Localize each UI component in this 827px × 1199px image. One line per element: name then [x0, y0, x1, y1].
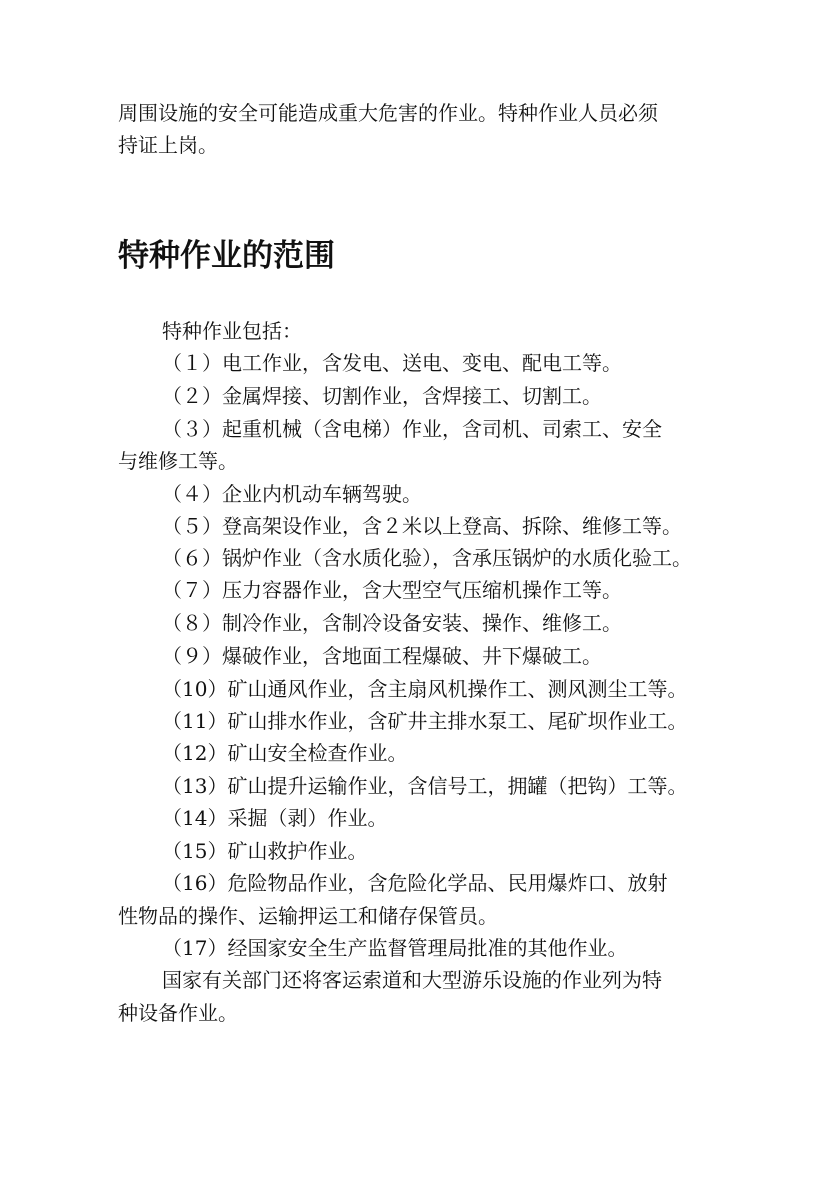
- list-item: （３）起重机械（含电梯）作业，含司机、司索工、安全: [162, 417, 662, 441]
- closing-line-2: 种设备作业。: [118, 1001, 238, 1025]
- list-item: （15）矿山救护作业。: [162, 839, 368, 863]
- list-item: （４）企业内机动车辆驾驶。: [162, 482, 422, 506]
- list-item: （12）矿山安全检查作业。: [162, 741, 408, 765]
- section-heading: 特种作业的范围: [118, 238, 335, 274]
- list-item: （５）登高架设作业，含２米以上登高、拆除、维修工等。: [162, 514, 682, 538]
- list-item: （11）矿山排水作业，含矿井主排水泵工、尾矿坝作业工。: [162, 709, 688, 733]
- list-item: （10）矿山通风作业，含主扇风机操作工、测风测尘工等。: [162, 677, 688, 701]
- list-item: （７）压力容器作业，含大型空气压缩机操作工等。: [162, 578, 622, 602]
- section-lead: 特种作业包括：: [162, 319, 302, 343]
- list-item-continuation: 性物品的操作、运输押运工和储存保管员。: [118, 904, 498, 928]
- list-item: （９）爆破作业，含地面工程爆破、井下爆破工。: [162, 644, 602, 668]
- list-item: （６）锅炉作业（含水质化验），含承压锅炉的水质化验工。: [162, 546, 692, 570]
- list-item: （１）电工作业，含发电、送电、变电、配电工等。: [162, 351, 622, 375]
- list-item: （17）经国家安全生产监督管理局批准的其他作业。: [162, 936, 628, 960]
- list-item: （14）采掘（剥）作业。: [162, 806, 388, 830]
- closing-line-1: 国家有关部门还将客运索道和大型游乐设施的作业列为特: [162, 968, 662, 992]
- list-item-continuation: 与维修工等。: [118, 449, 238, 473]
- list-item: （16）危险物品作业，含危险化学品、民用爆炸口、放射: [162, 871, 668, 895]
- list-item: （８）制冷作业，含制冷设备安装、操作、维修工。: [162, 611, 622, 635]
- intro-line-1: 周围设施的安全可能造成重大危害的作业。特种作业人员必须: [118, 101, 658, 125]
- list-item: （２）金属焊接、切割作业，含焊接工、切割工。: [162, 384, 602, 408]
- intro-line-2: 持证上岗。: [118, 133, 218, 157]
- list-item: （13）矿山提升运输作业，含信号工，拥罐（把钩）工等。: [162, 774, 688, 798]
